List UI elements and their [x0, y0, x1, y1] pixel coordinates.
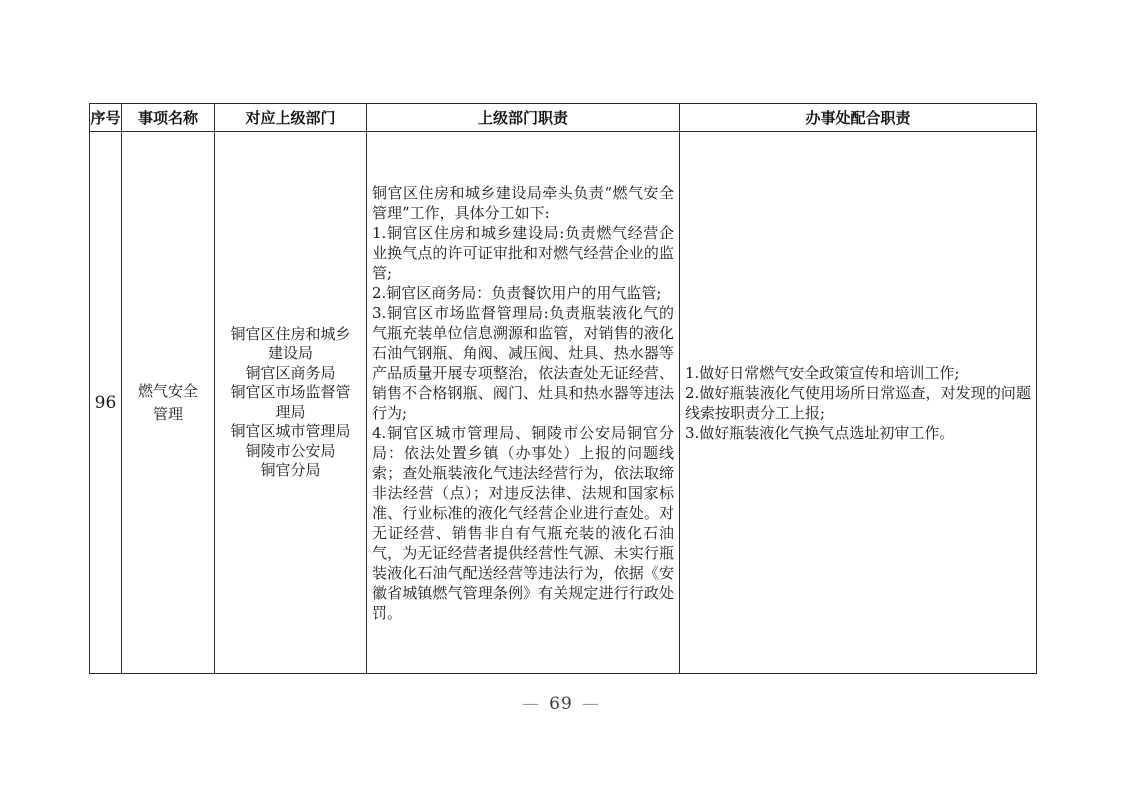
department-name: 铜官区市场监督管理局 — [230, 383, 351, 421]
office-duty-paragraph: 1.做好日常燃气安全政策宣传和培训工作; — [685, 363, 960, 382]
page-number-value: 69 — [549, 694, 573, 714]
department-name: 铜官区商务局 — [245, 363, 336, 382]
superior-duty-paragraph: 铜官区住房和城乡建设局牵头负责“燃气安全管理”工作，具体分工如下: — [372, 183, 674, 222]
department-name: 铜官分局 — [260, 461, 321, 479]
office-duty-paragraph: 3.做好瓶装液化气换气点选址初审工作。 — [685, 423, 955, 442]
row-departments — [215, 132, 367, 674]
superior-duty-paragraph: 3.铜官区市场监督管理局:负责瓶装液化气的气瓶充装单位信息溯源和监管，对销售的液化石油气钢瓶、角阀、减压阀、灶具、热水器等产品质量开展专项整治，依法查处无证经营、销售不合格钢瓶、阀门、灶具和热水器等违法行为; — [372, 303, 674, 422]
row-index: 96 — [90, 132, 122, 674]
header-superior-department: 对应上级部门 — [215, 104, 367, 132]
page-number — [0, 694, 1122, 714]
office-duty-paragraph: 2.做好瓶装液化气使用场所日常巡查，对发现的问题线索按职责分工上报; — [685, 383, 1031, 422]
header-index: 序号 — [90, 104, 122, 132]
header-item-name: 事项名称 — [122, 104, 215, 132]
superior-duty-paragraph: 2.铜官区商务局：负责餐饮用户的用气监管; — [372, 283, 662, 302]
page-number-dash-left: — — [522, 694, 541, 714]
department-name: 铜官区城市管理局 — [230, 422, 351, 440]
department-name: 铜陵市公安局 — [245, 441, 336, 460]
row-superior-duties — [367, 132, 680, 674]
department-name: 铜官区住房和城乡建设局 — [230, 324, 351, 362]
row-office-duties — [680, 132, 1037, 674]
page-number-dash-right: — — [581, 694, 600, 714]
table-row — [90, 132, 1037, 674]
superior-duty-paragraph: 4.铜官区城市管理局、铜陵市公安局铜官分局：依法处置乡镇（办事处）上报的问题线索；查处瓶装液化气违法经营行为，依法取缔非法经营（点）；对违反法律、法规和国家标准、行业标准的液化气经营企业进行查处。对无证经营、销售非自有气瓶充装的液化石油气，为无证经营者提供经营性气源、未实行瓶装液化石油气配送经营等违法行为，依据《安徽省城镇燃气管理条例》有关规定进行行政处罚。 — [372, 423, 674, 622]
header-office-duties: 办事处配合职责 — [680, 104, 1037, 132]
duties-table — [89, 103, 1037, 674]
header-superior-duties: 上级部门职责 — [367, 104, 680, 132]
table-header-row — [90, 104, 1037, 132]
row-item-name: 燃气安全管理 — [122, 132, 215, 674]
superior-duty-paragraph: 1.铜官区住房和城乡建设局:负责燃气经营企业换气点的许可证审批和对燃气经营企业的监管; — [372, 223, 674, 282]
